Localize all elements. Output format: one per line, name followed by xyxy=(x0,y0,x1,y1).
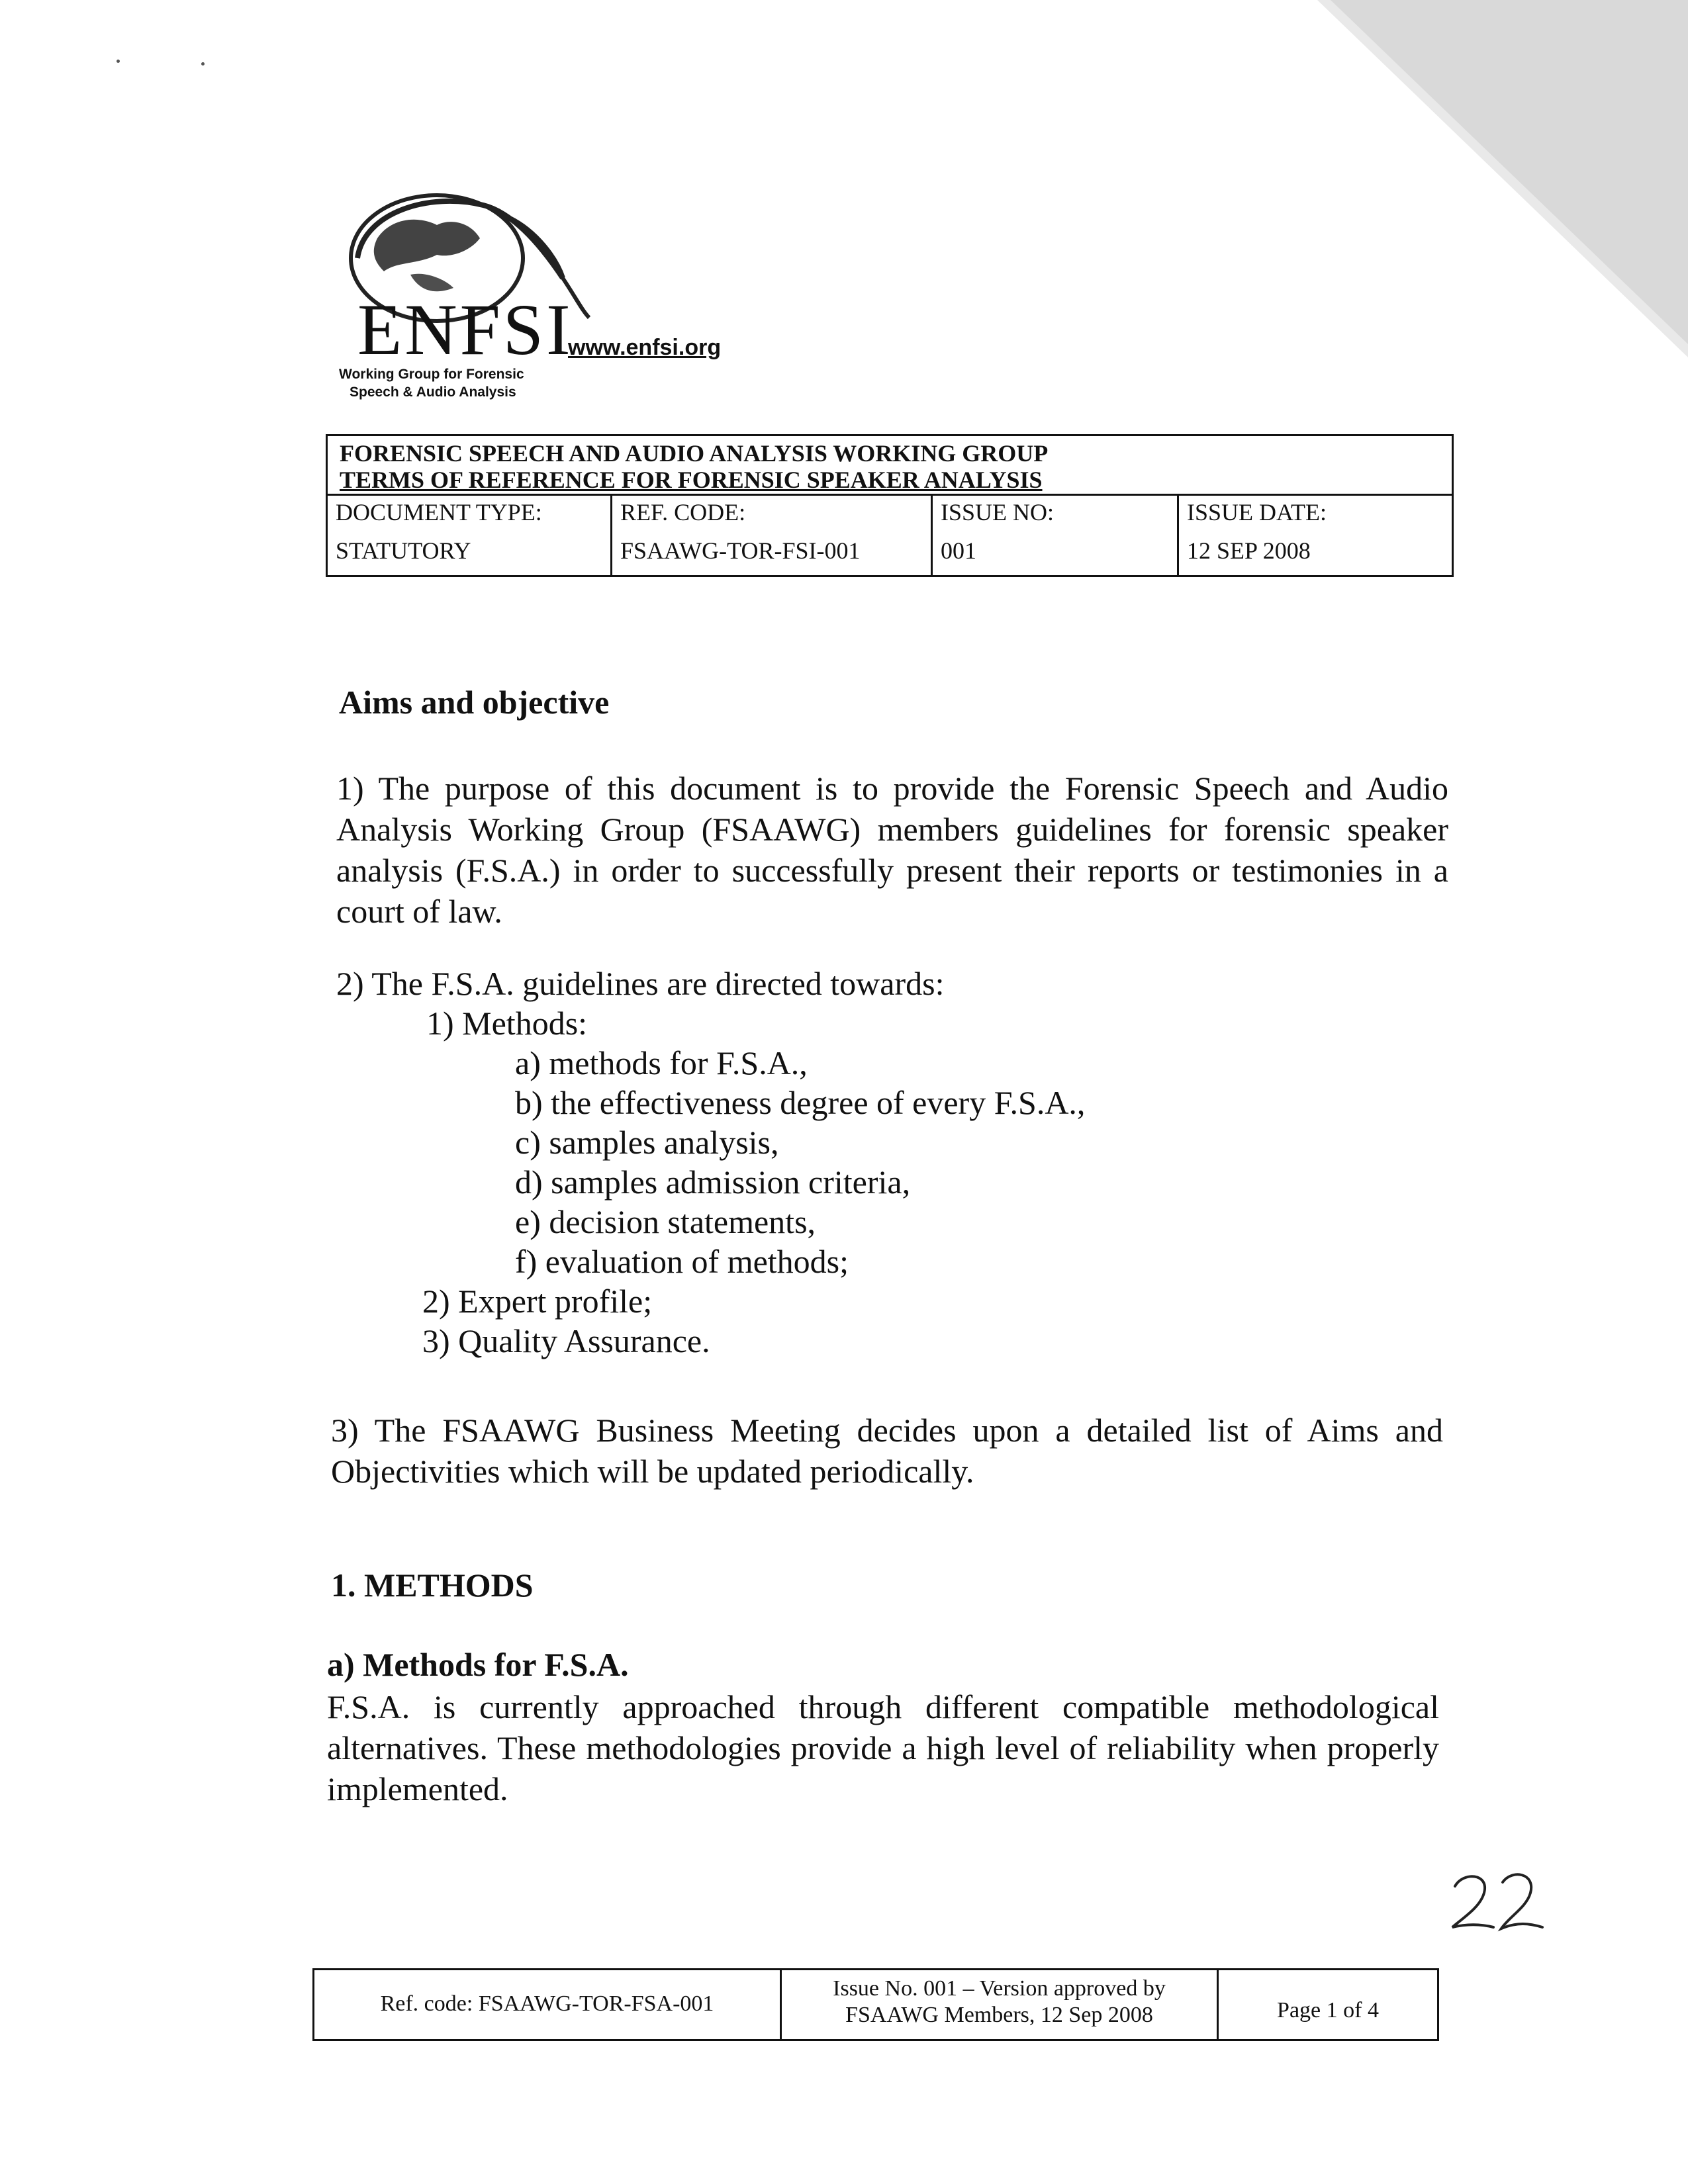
list-item: 3) Quality Assurance. xyxy=(422,1322,710,1359)
handwritten-page-number xyxy=(1443,1866,1549,1942)
header-info-row xyxy=(328,496,1452,575)
section-heading-methods: 1. METHODS xyxy=(331,1567,534,1604)
document-title xyxy=(328,436,1452,496)
website-link[interactable]: www.enfsi.org xyxy=(568,335,722,360)
methods-fsa-paragraph: F.S.A. is currently approached through different compatible methodological alternatives. These methodologies provide a high level of reliability when properly implemented. xyxy=(327,1688,1439,1807)
list-item: e) decision statements, xyxy=(515,1203,816,1240)
cell-label: ISSUE DATE: xyxy=(1187,499,1327,525)
logo-caption-line: Working Group for Forensic xyxy=(339,367,524,382)
logo-caption xyxy=(339,365,604,401)
guidelines-intro: 2) The F.S.A. guidelines are directed towards: xyxy=(336,965,945,1002)
cell-label: REF. CODE: xyxy=(620,499,746,525)
title-line: TERMS OF REFERENCE FOR FORENSIC SPEAKER ANALYSIS xyxy=(340,467,1043,493)
page-corner-shadow xyxy=(1331,0,1688,344)
handwritten-number-mark xyxy=(1443,1866,1549,1939)
document-type-cell xyxy=(328,496,612,575)
footer-issue-info xyxy=(782,1970,1219,2039)
issue-no-cell xyxy=(933,496,1179,575)
purpose-paragraph: 1) The purpose of this document is to provide the Forensic Speech and Audio Analysis Working Group (FSAAWG) members guidelines for forensic speaker analysis (F.S.A.) in order to successfully present their reports or testimonies in a court of law. xyxy=(336,770,1448,930)
ref-code-cell xyxy=(612,496,933,575)
footer-page-number: Page 1 of 4 xyxy=(1277,1998,1379,2023)
list-item: a) methods for F.S.A., xyxy=(515,1044,808,1081)
cell-label: ISSUE NO: xyxy=(941,499,1055,525)
footer-table xyxy=(312,1968,1439,2041)
cell-value: FSAAWG-TOR-FSI-001 xyxy=(620,537,861,564)
cell-value: 12 SEP 2008 xyxy=(1187,537,1311,564)
issue-date-cell xyxy=(1179,496,1452,575)
logo-wordmark: ENFSI xyxy=(357,289,573,370)
scan-speck xyxy=(117,60,120,63)
footer-ref-code: Ref. code: FSAAWG-TOR-FSA-001 xyxy=(314,1970,782,2039)
cell-label: DOCUMENT TYPE: xyxy=(336,499,542,525)
list-item: 1) Methods: xyxy=(426,1005,588,1042)
footer-issue-line: FSAAWG Members, 12 Sep 2008 xyxy=(845,2003,1153,2027)
cell-value: STATUTORY xyxy=(336,537,471,564)
list-item: 2) Expert profile; xyxy=(422,1283,653,1320)
scan-speck xyxy=(201,62,205,66)
logo-caption-line: Speech & Audio Analysis xyxy=(350,385,516,400)
business-meeting-paragraph: 3) The FSAAWG Business Meeting decides upon a detailed list of Aims and Objectivities which will be updated periodically. xyxy=(331,1412,1443,1490)
title-line: FORENSIC SPEECH AND AUDIO ANALYSIS WORKING GROUP xyxy=(340,440,1049,467)
cell-value: 001 xyxy=(941,537,976,564)
footer-issue-line: Issue No. 001 – Version approved by xyxy=(833,1976,1166,2001)
list-item: c) samples analysis, xyxy=(515,1124,779,1161)
list-item: d) samples admission criteria, xyxy=(515,1163,911,1201)
list-item: f) evaluation of methods; xyxy=(515,1243,849,1280)
document-header-table xyxy=(326,434,1454,577)
list-item: b) the effectiveness degree of every F.S.A., xyxy=(515,1084,1086,1121)
aims-heading: Aims and objective xyxy=(339,684,610,721)
subsection-heading-methods-fsa: a) Methods for F.S.A. xyxy=(327,1646,629,1683)
